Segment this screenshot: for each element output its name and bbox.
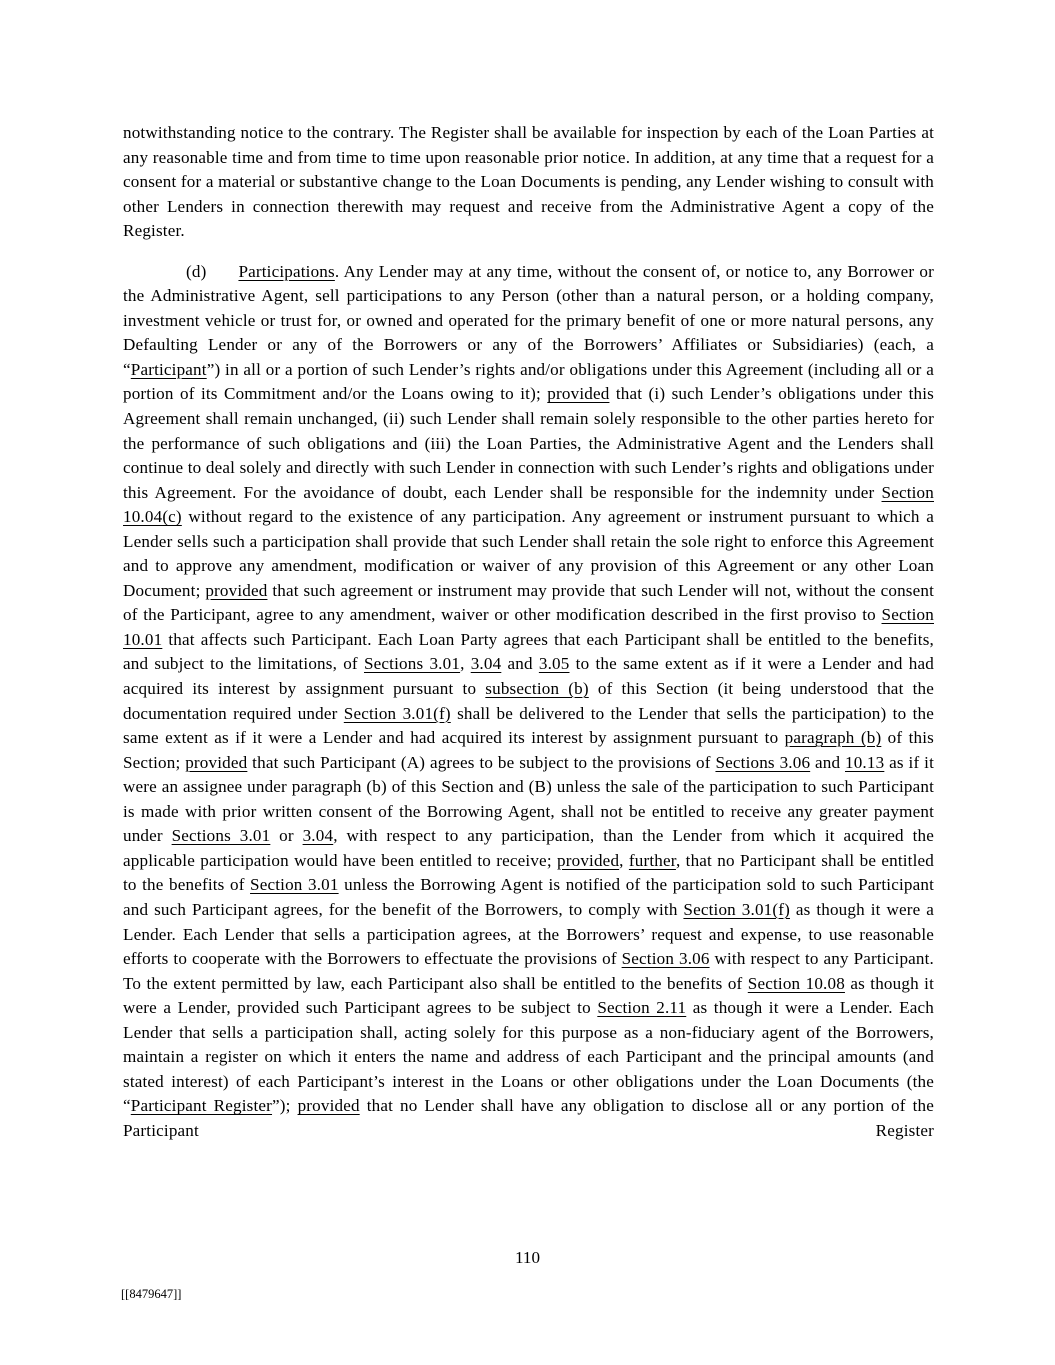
underlined-text: Section 3.01(f) xyxy=(683,899,790,919)
underlined-text: further xyxy=(628,850,676,870)
text-run: that (i) such Lender’s obligations under this Agreement shall remain unchanged, (ii) such Lender shall remain solely responsible to the other parties hereto for the performance of such obligations and (iii) the Loan Parties, the Administrative Agent and the Lenders shall continue to deal solely and directly with such Lender in connection with such Lender’s rights and obligations under this Agreement. For the avoidance of doubt, each Lender shall be responsible for the indemnity under xyxy=(123,384,935,502)
underlined-text: Section 10.08 xyxy=(747,973,845,993)
text-run: that such Participant (A) agrees to be subject to the provisions of xyxy=(247,752,716,772)
underlined-text: Section 3.06 xyxy=(621,949,710,969)
underlined-text: Section 3.01(f) xyxy=(343,703,451,723)
underlined-text: provided xyxy=(185,752,248,772)
text-run: shall be delivered to the Lender that sells the participation) to the same extent as if it were a Lender and had acquired its interest by assignment pursuant to xyxy=(123,703,935,748)
text-run: to the same extent as if it were a Lender and had acquired its interest by assignment pursuant to xyxy=(123,654,934,699)
underlined-text: 10.13 xyxy=(845,752,885,772)
text-run: notwithstanding notice to the contrary. The Register shall be available for inspection by each of the Loan Parties at any reasonable time and from time to time upon reasonable prior notice. In addition, at any time that a request for a consent for a material or substantive change to the Loan Documents is pending, any Lender wishing to consult with other Lenders in connection therewith may request and receive from the Administrative Agent a copy of the Register. xyxy=(123,123,934,241)
text-run: , xyxy=(619,850,629,870)
underlined-text: Sections 3.01 xyxy=(171,826,271,846)
text-run: of this Section; xyxy=(123,728,934,772)
page-number: 110 xyxy=(514,1248,540,1267)
text-run: ”); xyxy=(272,1096,298,1116)
underlined-text: provided xyxy=(547,384,610,404)
underlined-text: Participant xyxy=(130,359,207,379)
underlined-text: Sections 3.06 xyxy=(715,752,811,772)
underlined-text: subsection (b) xyxy=(485,679,589,699)
underlined-text: provided xyxy=(297,1096,360,1116)
text-run: unless the Borrowing Agent is notified of the participation sold to such Participant and such Participant agrees, for the benefit of the Borrowers, to comply with xyxy=(123,875,935,919)
text-run: (d) xyxy=(186,261,207,281)
underlined-text: 3.05 xyxy=(538,654,570,674)
underlined-text: Sections 3.01 xyxy=(363,654,461,674)
text-run: . Any Lender may at any time, without the consent of, or notice to, any Borrower or the Administrative Agent, sell participations to any Person (other than a natural person, or a holding company, investment vehicle or trust for, or owned and operated for the primary benefit of one or more natural persons, any Defaulting Lender or any of the Borrowers or any of the Borrowers’ Affiliates or Subsidiaries) (each, a “ xyxy=(123,261,934,379)
document-body xyxy=(123,121,934,1143)
text-run: as though it were a Lender. Each Lender that sells a participation agrees, at the Borrowers’ request and expense, to use reasonable efforts to cooperate with the Borrowers to effectuate the provisions of xyxy=(123,899,934,969)
text-run: without regard to the existence of any participation. Any agreement or instrument pursuant to which a Lender sells such a participation shall provide that such Lender shall retain the sole right to enforce this Agreement and to approve any amendment, modification or waiver of any provision of this Agreement or any other Loan Document; xyxy=(123,507,934,600)
underlined-text: Participations xyxy=(238,261,335,281)
text-run: as if it were an assignee under paragraph (b) of this Section and (B) unless the sale of the participation to such Participant is made with prior written consent of the Borrowing Agent, shall not be entitled to receive any greater payment under xyxy=(123,752,934,846)
underlined-text: Participant Register xyxy=(130,1096,273,1116)
text-run: , that no Participant shall be entitled to the benefits of xyxy=(123,850,934,895)
document-id-stamp: [[8479647]] xyxy=(121,1287,182,1301)
text-run: that such agreement or instrument may provide that such Lender will not, without the consent of the Participant, agree to any amendment, waiver or other modification described in the first proviso to xyxy=(123,580,935,625)
text-run: and xyxy=(810,752,845,772)
text-run: with respect to any Participant. To the extent permitted by law, each Participant also shall be entitled to the benefits of xyxy=(123,949,935,993)
text-run: of this Section (it being understood that the documentation required under xyxy=(123,679,934,723)
text-run: ”) in all or a portion of such Lender’s rights and/or obligations under this Agreement (including all or a portion of its Commitment and/or the Loans owing to it); xyxy=(123,359,934,404)
underlined-text: Section 2.11 xyxy=(597,998,687,1018)
underlined-text: paragraph (b) xyxy=(784,728,882,748)
text-run: as though it were a Lender, provided such Participant agrees to be subject to xyxy=(123,973,935,1018)
text-run: that affects such Participant. Each Loan Party agrees that each Participant shall be entitled to the benefits, and subject to the limitations, of xyxy=(123,629,934,674)
text-run: as though it were a Lender. Each Lender that sells a participation shall, acting solely for this purpose as a non-fiduciary agent of the Borrowers, maintain a register on which it enters the name and address of each Participant and the principal amounts (and stated interest) of each Participant’s interest in the Loans or other obligations under the Loan Documents (the “ xyxy=(123,998,934,1116)
text-run: and xyxy=(501,654,539,674)
para-participations xyxy=(123,260,934,1144)
underlined-text: Section 10.04(c) xyxy=(123,482,934,527)
text-run: , with respect to any participation, than the Lender from which it acquired the applicable participation would have been entitled to receive; xyxy=(123,826,934,870)
underlined-text: provided xyxy=(205,580,268,600)
text-run: , xyxy=(460,654,471,674)
underlined-text: Section 10.01 xyxy=(123,605,934,649)
underlined-text: Section 3.01 xyxy=(250,875,339,895)
para-register-continuation xyxy=(123,121,934,244)
text-run: that no Lender shall have any obligation to disclose all or any portion of the Participant Register xyxy=(123,1096,934,1140)
text-run: or xyxy=(270,826,303,846)
underlined-text: 3.04 xyxy=(302,826,334,846)
underlined-text: provided xyxy=(557,850,620,870)
underlined-text: 3.04 xyxy=(470,654,502,674)
